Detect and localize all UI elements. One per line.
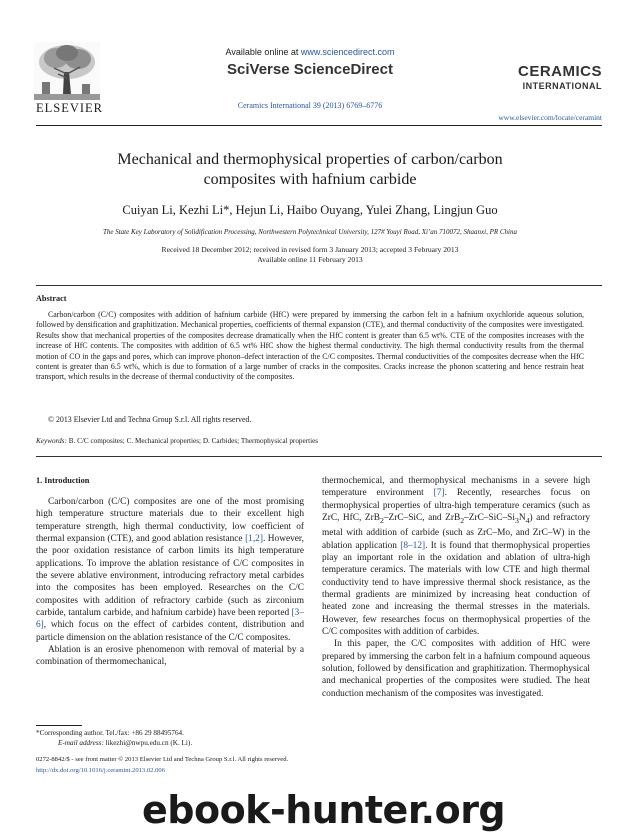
email-link[interactable]: likezhi@nwpu.edu.cn (K. Li). (103, 739, 193, 747)
citation-link[interactable]: [1,2] (245, 534, 263, 545)
footnote-rule (36, 725, 82, 726)
abstract-copyright: © 2013 Elsevier Ltd and Techna Group S.r.l. All rights reserved. (48, 415, 252, 424)
affiliation: The State Key Laboratory of Solidification Processing, Northwestern Polytechnical University, 127# Youyi Road, Xi’an 710072, Shaanxi, PR China (102, 228, 517, 236)
citation-link[interactable]: [8–12] (400, 540, 426, 551)
platform-name: SciVerse ScienceDirect (227, 61, 393, 78)
intro-paragraph-2-continued: thermochemical, and thermophysical mechanisms in a severe high temperature environment [7]. Recently, researches focus on thermophysical properties of ultra-high temperature ceramics (such as ZrC, HfC, ZrB$_2$–ZrC–SiC, and $ZrB_2-ZrC-SiC-Si_3N_4$) and refractory metal with addition of carbide (such as ZrC–Mo, and ZrC–W) in the ablation application [8–12]. It is found that thermophysical properties play an important role in the oxidation and ablation of ultra-high temperature ceramics. The materials with low CTE and high thermal conductivity tend to have impressive thermal shock resistance, as the thermal gradients are minimized by increasing heat conduction of heated zone and increasing the thermal stresses in the materials. However, few researches focus on thermophysical properties of the C/C composites with addition of carbides. (322, 476, 590, 637)
journal-logo: CERAMICS INTERNATIONAL (517, 63, 602, 91)
citation-link[interactable]: [3–6] (36, 608, 304, 631)
doi-link[interactable]: http://dx.doi.org/10.1016/j.ceramint.2013.02.006 (36, 767, 165, 774)
corresponding-author: *Corresponding author. Tel./fax: +86 29 88495764. (36, 729, 184, 737)
abstract-text: Carbon/carbon (C/C) composites with addition of hafnium carbide (HfC) were prepared by immersing the carbon felt in a hafnium oxychloride aqueous solution, followed by densification and graphitization. Mechanical properties, coefficients of thermal expansion (CTE), and thermal conductivity of the composites were investigated. Results show that mechanical properties of the composites decrease dramatically when the HfC content is greater than 6.5 wt%. CTE of the composites increases with the increase of HfC contents. The composites with addition of 6.5 wt% HfC show the highest thermal conductivity. The high thermal conductivity results from the thermal motion of CO in the gaps and pores, which can improve phonon–defect interaction of the C/C composites. Thermal conductivities of the composites decrease when the HfC content is greater than 6.5 wt%, which is due to formation of a large number of cracks in the composites. Cracks increase the phonon scattering and hence restrain heat transport, which results in the decrease of thermal conductivity of the composites. (36, 310, 584, 382)
author-email: E-mail address: likezhi@nwpu.edu.cn (K. Li). (58, 739, 193, 747)
intro-paragraph-3: In this paper, the C/C composites with addition of HfC were prepared by immersing the carbon felt in a hafnium compound aqueous solution, followed by densification and graphitization. Thermophysical and mechanical properties of the composites were studied. The heat conduction mechanism of the composites was investigated. (322, 639, 590, 699)
publisher-name: ELSEVIER (36, 101, 104, 115)
sciencedirect-link[interactable]: www.sciencedirect.com (300, 47, 395, 57)
abstract-heading: Abstract (36, 294, 67, 303)
abstract-bottom-rule (36, 456, 602, 457)
article-history: Received 18 December 2012; received in revised form 3 January 2013; accepted 3 February 2013 Available online 11 February 2013 (161, 245, 459, 264)
abstract-top-rule (36, 285, 602, 286)
section-heading-introduction: 1. Introduction (36, 476, 90, 485)
intro-paragraph-2: Ablation is an erosive phenomenon with removal of material by a combination of thermomechanical, (36, 645, 304, 668)
available-online: Available online at www.sciencedirect.com (225, 47, 395, 57)
author-list: Cuiyan Li, Kezhi Li*, Hejun Li, Haibo Ouyang, Yulei Zhang, Lingjun Guo (122, 203, 498, 217)
issn-line: 0272-8842/$ - see front matter © 2013 Elsevier Ltd and Techna Group S.r.l. All rights reserved. (36, 756, 289, 763)
column-left (36, 496, 304, 669)
watermark-text: ebook-hunter.org (142, 788, 506, 832)
citation-link[interactable]: [7] (433, 488, 445, 499)
journal-citation-link[interactable]: Ceramics International 39 (2013) 6769–6776 (237, 101, 383, 110)
header-rule (36, 125, 602, 126)
journal-homepage-link[interactable]: www.elsevier.com/locate/ceramint (498, 113, 602, 122)
column-right (322, 475, 590, 700)
keywords: Keywords: B. C/C composites; C. Mechanical properties; D. Carbides; Thermophysical properties (36, 437, 319, 445)
paper-title: Mechanical and thermophysical properties of carbon/carbon composites with hafnium carbide (117, 151, 503, 188)
intro-paragraph-1: Carbon/carbon (C/C) composites are one of the most promising high temperature structure materials due to their excellent high temperature strength, high thermal conductivity, low coefficient of thermal expansion (CTE), and good ablation resistance [1,2]. However, the poor oxidation resistance of carbon limits its high temperature applications. To improve the ablation resistance of C/C composites in the severe ablative environment, introducing refractory metal carbides into the composites has been employed. Researches on the C/C composites with addition of refractory carbide (such as zirconium carbide, tantalum carbide, and hafnium carbide) have been reported [3–6], which focus on the effect of carbides content, distribution and particle dimension on the ablation resistance of the C/C composites. (36, 497, 304, 643)
